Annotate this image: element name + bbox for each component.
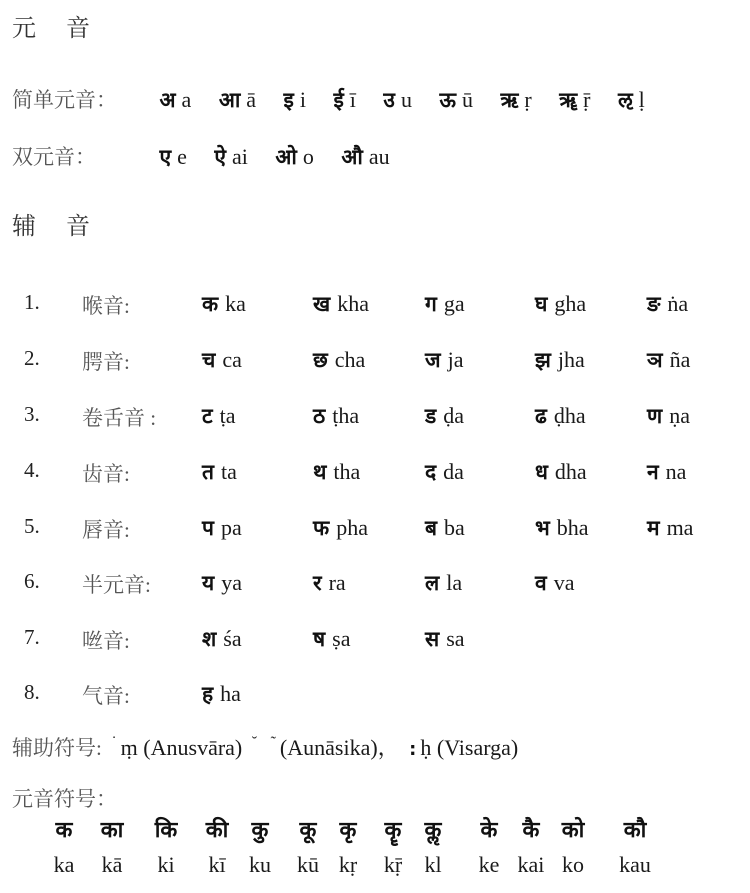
devanagari-letter: ट [202,404,213,428]
simple-vowels-label: 简单元音： [12,88,117,112]
diphthongs-row [12,141,412,171]
devanagari-letter: फ [313,516,330,540]
romanization: ko [562,852,584,877]
devanagari-letter: ख [313,292,331,316]
vowel-signs-label: 元音符号： [12,787,117,811]
visarga-roman: ḥ [420,735,432,760]
romanization: da [443,459,464,484]
devanagari-letter: य [202,571,215,595]
romanization: ña [669,347,691,372]
row-number: 4. [24,458,40,482]
vowel-item: इ i [283,87,306,112]
romanization: ka [53,852,75,877]
romanization: kā [101,852,123,877]
consonant-item [202,625,242,653]
consonant-item [647,402,690,430]
romanization: śa [223,626,242,651]
consonant-item [313,514,368,542]
devanagari-letter: ह [202,682,214,706]
vowel-item: ऋ ṛ [500,87,532,112]
romanization: kha [337,291,369,316]
devanagari-letter: ढ [535,404,547,428]
visarga-name: (Visarga) [436,735,519,760]
consonants-heading: 辅 音 [12,214,102,240]
devanagari-syllable: कु [251,818,269,843]
devanagari-letter: च [202,348,216,372]
vowel-sign-item [144,814,188,878]
consonant-item [202,569,242,597]
row-number: 8. [24,680,40,704]
devanagari-letter: ष [313,627,326,651]
romanization: ḍa [443,403,465,428]
romanization: ṅa [667,291,689,316]
devanagari-letter: ग [425,292,437,316]
romanization: ta [220,459,237,484]
romanization: kl [424,852,442,877]
vowel-sign-item [613,814,657,878]
devanagari-letter: ठ [313,404,326,428]
romanization: ga [443,291,465,316]
vowel-item: आ ā [218,87,257,112]
vowel-sign-item [509,814,553,878]
vowel-sign-item [42,814,86,878]
devanagari-letter: न [647,460,659,484]
devanagari-letter: व [535,571,547,595]
devanagari-letter: छ [313,348,328,372]
vowel-item: ऊ ū [439,87,473,112]
romanization: tha [333,459,361,484]
consonant-item [202,458,237,486]
romanization: kau [619,852,651,877]
romanization: la [446,570,463,595]
consonant-item [535,458,587,486]
romanization: jha [557,347,585,372]
row-number: 5. [24,514,40,538]
anusvara-name: (Anusvāra) [143,735,243,760]
devanagari-syllable: की [205,818,229,843]
devanagari-syllable: कॄ [384,818,402,843]
devanagari-letter: ज [425,348,441,372]
row-number: 7. [24,625,40,649]
vowel-sign-item [90,814,134,878]
row-number: 1. [24,290,40,314]
consonant-item [535,569,574,597]
auxiliary-label: 辅助符号: [12,736,102,760]
vowel-item: ऌ ḷ [617,87,645,112]
row-category-label: 唇音: [82,518,130,542]
row-category-label: 腭音: [82,350,130,374]
diphthong-item: ऐ ai [214,144,248,169]
consonant-item [425,402,464,430]
consonant-item [202,514,242,542]
row-category-label: 喉音: [82,294,130,318]
consonant-item [647,458,686,486]
devanagari-syllable: क [55,818,73,843]
romanization: ke [478,852,500,877]
romanization: ra [328,570,346,595]
aunasika-name: (Aunāsika)， [279,735,400,760]
devanagari-syllable: को [561,818,585,843]
devanagari-letter: ल [425,571,440,595]
consonant-item [313,569,346,597]
devanagari-letter: प [202,516,214,540]
romanization: ma [666,515,694,540]
vowel-sign-item [551,814,595,878]
anusvara-mark: ˙ [111,733,117,751]
devanagari-letter: ञ [647,348,663,372]
devanagari-letter: श [202,627,217,651]
romanization: ṣa [332,626,351,651]
romanization: ki [157,852,175,877]
romanization: ja [447,347,464,372]
romanization: ba [444,515,465,540]
romanization: bha [556,515,589,540]
romanization: pa [220,515,242,540]
romanization: kū [297,852,319,877]
devanagari-letter: म [647,516,660,540]
romanization: pha [336,515,368,540]
romanization: gha [554,291,587,316]
candrabindu-mark: ˘ [251,733,258,751]
row-number: 6. [24,569,40,593]
vowel-sign-item [326,814,370,878]
romanization: kai [517,852,545,877]
consonant-item [535,346,585,374]
consonant-item [202,680,241,708]
romanization: kṝ [383,852,403,877]
romanization: ya [221,570,242,595]
devanagari-letter: ब [425,516,437,540]
romanization: kṛ [338,852,358,877]
vowel-sign-item [371,814,415,878]
vowel-item: ॠ ṝ [559,87,591,112]
vowel-sign-item [467,814,511,878]
romanization: ṭha [332,403,360,428]
devanagari-syllable: कै [522,818,540,843]
row-category-label: 齿音: [82,462,130,486]
vowel-sign-item [411,814,455,878]
consonant-item [202,290,246,318]
devanagari-syllable: का [100,818,124,843]
romanization: ha [220,681,241,706]
tilde-mark: ˜ [270,733,276,751]
vowel-sign-item [238,814,282,878]
consonant-item [535,290,586,318]
diphthong-item: ए e [159,144,187,169]
consonant-item [313,458,360,486]
romanization: ca [222,347,242,372]
vowel-item: उ u [383,87,412,112]
romanization: ku [249,852,271,877]
devanagari-syllable: कू [299,818,317,843]
row-category-label: 咝音: [82,629,130,653]
romanization: sa [446,626,465,651]
consonant-item [535,402,586,430]
romanization: ḍha [553,403,586,428]
row-number: 2. [24,346,40,370]
row-category-label: 半元音: [82,573,151,597]
devanagari-letter: भ [535,516,550,540]
romanization: cha [334,347,366,372]
row-number: 3. [24,402,40,426]
romanization: ṇa [669,403,690,428]
consonant-item [425,346,463,374]
devanagari-syllable: कॢ [424,818,442,843]
consonant-item [647,290,688,318]
devanagari-letter: थ [313,460,327,484]
devanagari-letter: घ [535,292,548,316]
devanagari-letter: द [425,460,437,484]
simple-vowels-row [12,84,645,114]
consonant-item [425,569,462,597]
devanagari-letter: ध [535,460,548,484]
consonant-item [313,625,350,653]
romanization: kī [208,852,226,877]
vowel-sign-item [195,814,239,878]
vowel-sign-item [286,814,330,878]
devanagari-letter: क [202,292,219,316]
consonant-item [313,290,369,318]
devanagari-letter: त [202,460,214,484]
anusvara-roman: ṃ [120,735,138,760]
devanagari-letter: ड [425,404,437,428]
visarga-mark: : [409,739,417,760]
vowel-item: अ a [159,87,192,112]
consonant-item [647,514,693,542]
row-category-label: 气音: [82,684,130,708]
romanization: dha [554,459,587,484]
romanization: va [553,570,575,595]
consonant-item [202,346,242,374]
consonant-item [202,402,235,430]
devanagari-syllable: कौ [623,818,647,843]
devanagari-letter: र [313,571,322,595]
devanagari-syllable: कृ [339,818,357,843]
consonant-item [647,346,690,374]
diphthong-item: ओ o [275,144,314,169]
devanagari-letter: ण [647,404,663,428]
vowels-heading: 元 音 [12,16,102,42]
consonant-item [535,514,589,542]
consonant-item [425,625,465,653]
devanagari-letter: स [425,627,440,651]
romanization: ka [225,291,246,316]
auxiliary-signs-row [12,731,518,762]
devanagari-syllable: के [480,818,498,843]
consonant-item [425,290,465,318]
consonant-item [313,402,359,430]
consonant-item [313,346,365,374]
devanagari-letter: झ [535,348,551,372]
row-category-label: 卷舌音 : [82,406,157,430]
romanization: na [665,459,687,484]
devanagari-letter: ङ [647,292,661,316]
diphthong-item: औ au [341,144,390,169]
consonant-item [425,458,464,486]
devanagari-syllable: कि [154,818,178,843]
diphthongs-label: 双元音： [12,145,96,169]
consonant-item [425,514,465,542]
romanization: ṭa [219,403,236,428]
vowel-item: ई ī [333,87,356,112]
